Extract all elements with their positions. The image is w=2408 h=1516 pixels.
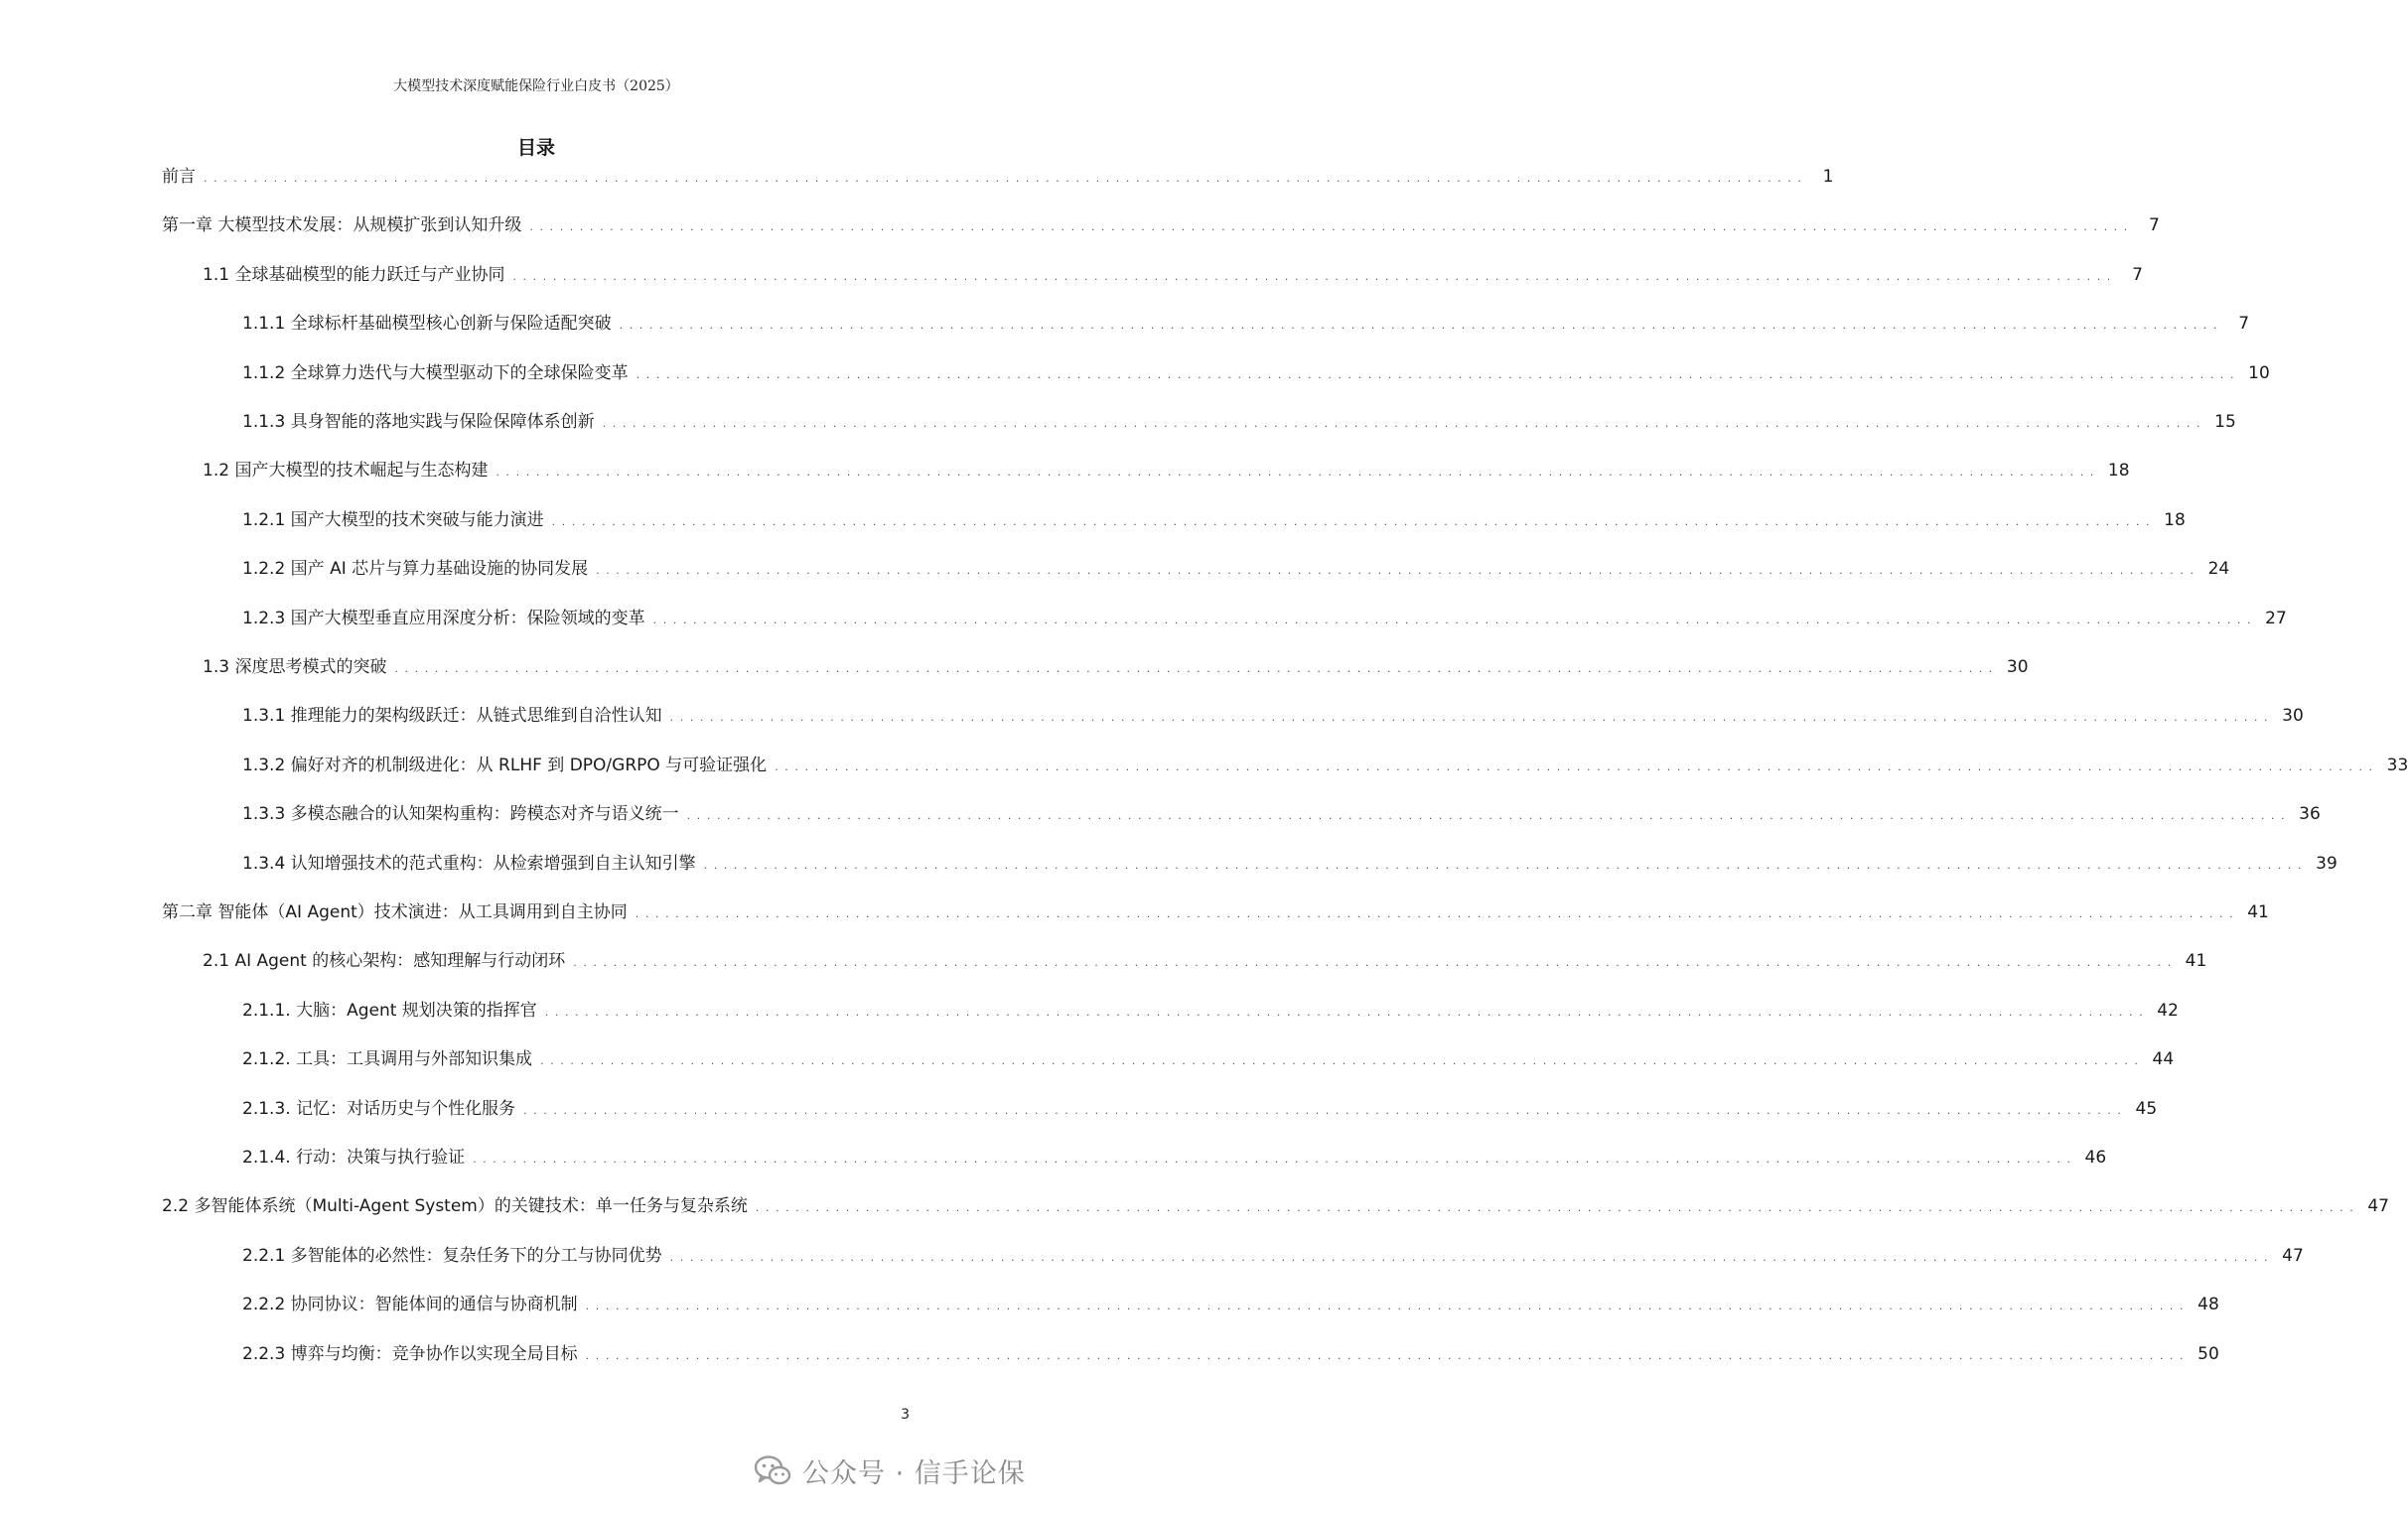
dot-leader: ................................................................................................................................................................ [755, 1201, 2360, 1215]
dot-leader: ................................................................................................................................................................ [775, 759, 2379, 773]
dot-leader: ................................................................................................................................................................ [686, 809, 2292, 823]
toc-entry [242, 312, 2250, 336]
toc-entry [242, 999, 2179, 1023]
dot-leader: ................................................................................................................................................................ [204, 172, 1808, 185]
toc-entry [242, 1047, 2175, 1071]
wechat-icon [753, 1450, 792, 1490]
toc-entry-page: 41 [2247, 902, 2269, 922]
toc-entry [162, 165, 1834, 189]
toc-entry-label: 2.1.2. 工具：工具调用与外部知识集成 [242, 1049, 533, 1070]
toc-entry-label: 2.1.1. 大脑：Agent 规划决策的指挥官 [242, 1000, 537, 1021]
dot-leader: ................................................................................................................................................................ [551, 514, 2157, 528]
dot-leader: ................................................................................................................................................................ [529, 220, 2134, 234]
toc-entry-page: 7 [2132, 264, 2143, 285]
toc-entry [242, 1146, 2107, 1170]
toc-entry [242, 1097, 2158, 1121]
toc-entry-label: 1.3.1 推理能力的架构级跃迁：从链式思维到自洽性认知 [242, 706, 662, 727]
toc-entry-label: 2.1 AI Agent 的核心架构：感知理解与行动闭环 [203, 951, 566, 972]
toc-entry-label: 2.2 多智能体系统（Multi-Agent System）的关键技术：单一任务与复杂系统 [162, 1196, 748, 1217]
toc-entry [242, 607, 2287, 630]
toc-entry-page: 44 [2152, 1049, 2175, 1070]
toc-entry [162, 213, 2160, 237]
toc-title: 目录 [516, 137, 555, 159]
toc-entry-page: 50 [2197, 1343, 2219, 1364]
toc-entry [203, 263, 2143, 287]
toc-entry [162, 900, 2269, 924]
toc-entry-page: 48 [2197, 1295, 2219, 1315]
toc-entry [242, 754, 2408, 777]
dot-leader: ................................................................................................................................................................ [635, 907, 2240, 920]
dot-leader: ................................................................................................................................................................ [619, 319, 2224, 333]
toc-entry-label: 2.1.3. 记忆：对话历史与个性化服务 [242, 1098, 516, 1119]
toc-entry-label: 2.1.4. 行动：决策与执行验证 [242, 1148, 466, 1168]
toc-entry-label: 1.2 国产大模型的技术崛起与生态构建 [203, 461, 489, 482]
toc-entry-page: 45 [2135, 1098, 2158, 1119]
toc-entry-label: 1.1 全球基础模型的能力跃迁与产业协同 [203, 264, 505, 285]
toc-entry-page: 33 [2386, 755, 2408, 775]
toc-entry-page: 47 [2282, 1245, 2304, 1266]
toc-entry-label: 1.2.3 国产大模型垂直应用深度分析：保险领域的变革 [242, 608, 645, 628]
toc-entry-page: 18 [2164, 509, 2186, 530]
toc-entry-label: 1.2.2 国产 AI 芯片与算力基础设施的协同发展 [242, 559, 589, 580]
dot-leader: ................................................................................................................................................................ [602, 417, 2207, 430]
toc-entry-page: 30 [2006, 657, 2029, 677]
dot-leader: ................................................................................................................................................................ [512, 269, 2117, 283]
toc-entry-label: 2.2.1 多智能体的必然性：复杂任务下的分工与协同优势 [242, 1245, 662, 1266]
dot-leader: ................................................................................................................................................................ [523, 1103, 2128, 1117]
dot-leader: ................................................................................................................................................................ [652, 613, 2258, 626]
toc-entry [242, 410, 2236, 434]
toc-entry-page: 18 [2107, 461, 2130, 482]
toc-entry [162, 1194, 2389, 1218]
toc-entry [242, 852, 2337, 876]
toc-entry-label: 第二章 智能体（AI Agent）技术演进：从工具调用到自主协同 [162, 902, 628, 922]
toc-entry-label: 第一章 大模型技术发展：从规模扩张到认知升级 [162, 215, 522, 236]
toc-entry-label: 前言 [162, 167, 196, 187]
dot-leader: ................................................................................................................................................................ [585, 1300, 2191, 1313]
page-number: 3 [901, 1407, 910, 1423]
toc-entry-label: 1.1.1 全球标杆基础模型核心创新与保险适配突破 [242, 314, 612, 335]
toc-entry [242, 1244, 2304, 1268]
toc-entry-page: 24 [2207, 559, 2230, 580]
toc-entry-label: 1.1.2 全球算力迭代与大模型驱动下的全球保险变革 [242, 362, 629, 383]
toc-entry-page: 39 [2316, 853, 2337, 874]
dot-leader: ................................................................................................................................................................ [473, 1153, 2077, 1166]
toc-entry [242, 802, 2321, 826]
dot-leader: ................................................................................................................................................................ [703, 858, 2309, 872]
watermark [753, 1446, 1026, 1495]
dot-leader: ................................................................................................................................................................ [394, 662, 1999, 675]
dot-leader: ................................................................................................................................................................ [596, 564, 2200, 578]
toc-entry-label: 1.3.3 多模态融合的认知架构重构：跨模态对齐与语义统一 [242, 804, 679, 825]
toc-entry [203, 949, 2207, 973]
toc-entry-page: 1 [1822, 167, 1834, 187]
toc-entry-label: 1.2.1 国产大模型的技术突破与能力演进 [242, 509, 544, 530]
toc-entry-label: 2.2.2 协同协议：智能体间的通信与协商机制 [242, 1295, 578, 1315]
toc-entry-label: 1.1.3 具身智能的落地实践与保险保障体系创新 [242, 412, 595, 432]
dot-leader: ................................................................................................................................................................ [540, 1054, 2145, 1068]
dot-leader: ................................................................................................................................................................ [585, 1348, 2191, 1362]
toc-entry-page: 42 [2157, 1000, 2179, 1021]
toc-entry-page: 46 [2084, 1148, 2107, 1168]
dot-leader: ................................................................................................................................................................ [669, 1250, 2275, 1264]
toc-entry-label: 1.3.2 偏好对齐的机制级进化：从 RLHF 到 DPO/GRPO 与可验证强化 [242, 755, 768, 775]
toc-entry-page: 36 [2299, 804, 2321, 825]
toc-entry-page: 27 [2265, 608, 2287, 628]
toc-entry-page: 41 [2185, 951, 2207, 972]
toc-entry [242, 704, 2304, 728]
toc-entry-label: 1.3.4 认知增强技术的范式重构：从检索增强到自主认知引擎 [242, 853, 696, 874]
toc-entry-label: 2.2.3 博弈与均衡：竞争协作以实现全局目标 [242, 1343, 578, 1364]
toc-entry [242, 557, 2230, 581]
dot-leader: ................................................................................................................................................................ [544, 1005, 2150, 1019]
running-header: 大模型技术深度赋能保险行业白皮书（2025） [393, 78, 679, 94]
toc-entry-page: 15 [2214, 412, 2236, 432]
dot-leader: ................................................................................................................................................................ [496, 466, 2100, 480]
toc-entry-page: 47 [2367, 1196, 2389, 1217]
toc-entry-page: 30 [2282, 706, 2304, 727]
toc-entry-page: 7 [2149, 215, 2160, 236]
dot-leader: ................................................................................................................................................................ [636, 367, 2241, 381]
toc-entry [242, 361, 2270, 385]
toc-entry [242, 508, 2186, 532]
toc-entry [203, 655, 2029, 679]
watermark-text: 公众号 · 信手论保 [802, 1457, 1026, 1489]
dot-leader: ................................................................................................................................................................ [669, 711, 2275, 725]
toc-entry [242, 1342, 2219, 1366]
toc-entry-page: 7 [2238, 314, 2250, 335]
toc-entry [242, 1293, 2219, 1316]
toc-entry-label: 1.3 深度思考模式的突破 [203, 657, 387, 677]
toc-entry [203, 459, 2130, 482]
toc-entry-page: 10 [2248, 362, 2270, 383]
dot-leader: ................................................................................................................................................................ [573, 956, 2178, 970]
